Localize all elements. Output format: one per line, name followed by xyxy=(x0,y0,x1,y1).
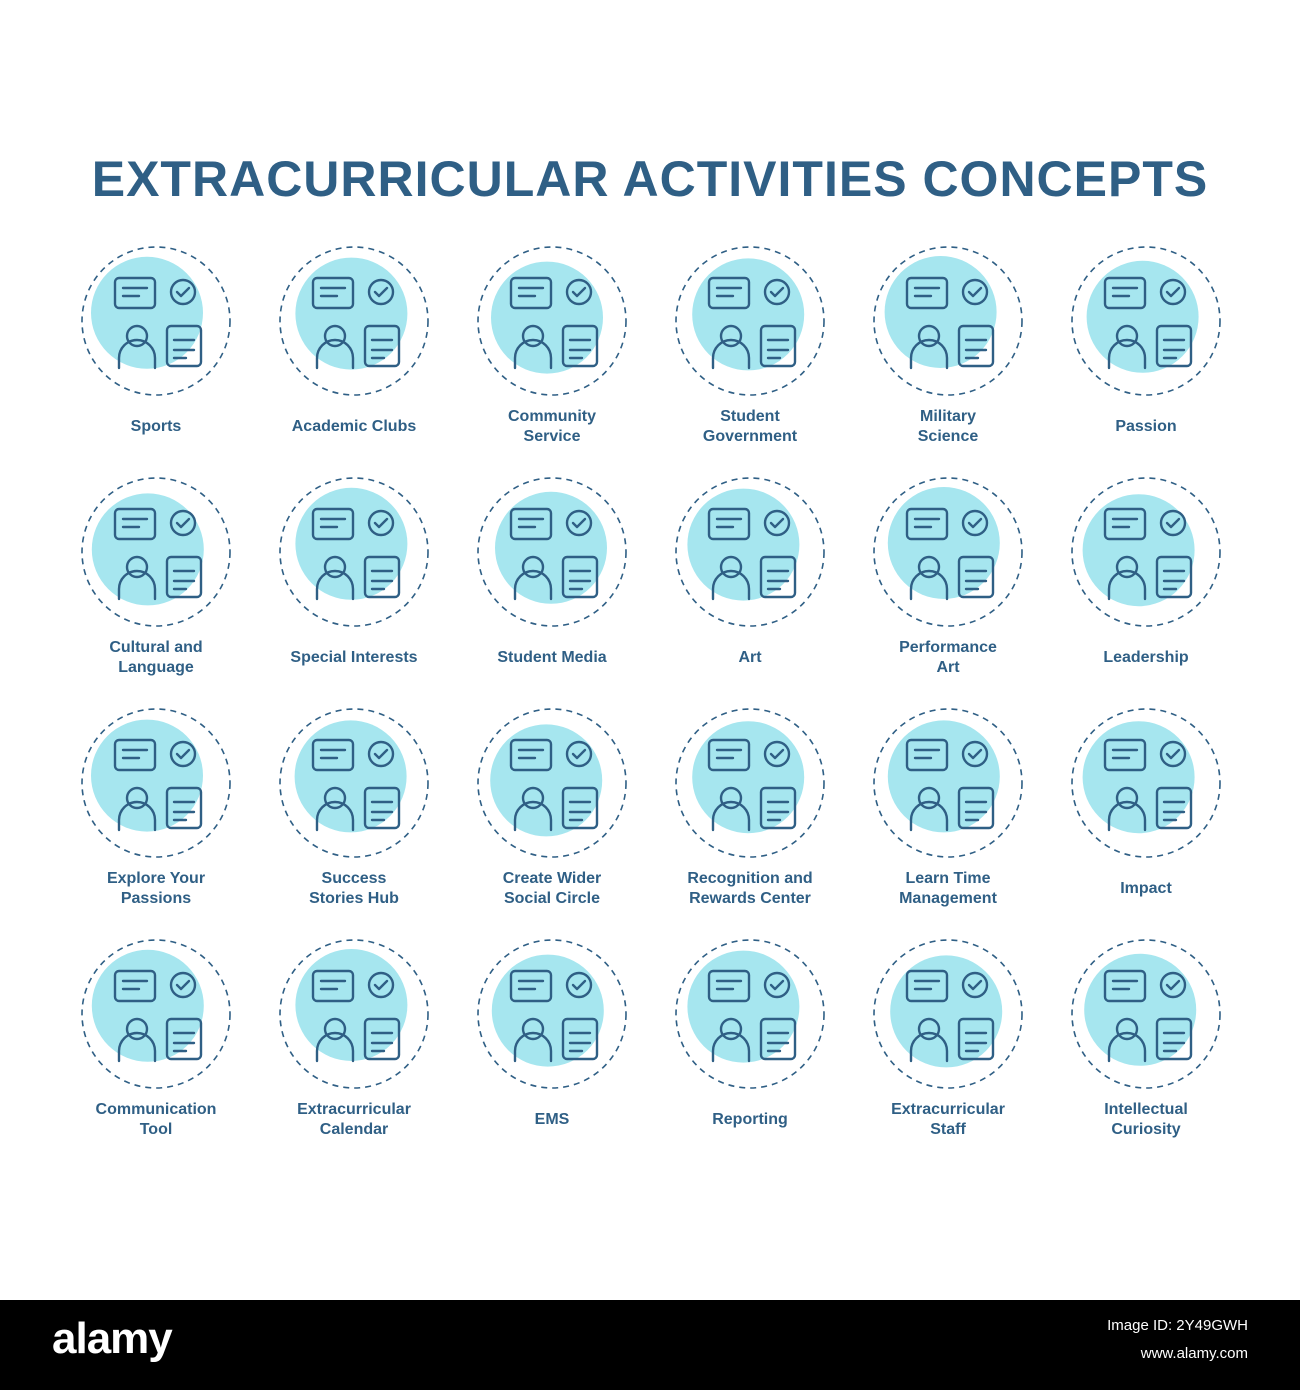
concept-item xyxy=(1047,931,1245,1162)
concept-label: Student Media xyxy=(497,649,607,666)
curiosity-icon xyxy=(1069,937,1223,1091)
concept-item xyxy=(651,931,849,1162)
art-icon xyxy=(673,475,827,629)
concept-label: Special Interests xyxy=(290,649,418,666)
concept-item xyxy=(255,931,453,1162)
concept-item xyxy=(453,700,651,931)
impact-icon xyxy=(1069,706,1223,860)
concept-item xyxy=(849,700,1047,931)
explore-passions-icon xyxy=(79,706,233,860)
communication-tool-icon xyxy=(79,937,233,1091)
concept-label: Create Wider Social Circle xyxy=(502,870,602,907)
concept-label: EMS xyxy=(534,1111,570,1128)
reporting-icon xyxy=(673,937,827,1091)
concept-item xyxy=(849,931,1047,1162)
calendar-icon xyxy=(277,937,431,1091)
performance-art-icon xyxy=(871,475,1025,629)
icon-grid xyxy=(57,238,1245,1158)
watermark-bar xyxy=(0,1300,1300,1390)
social-circle-icon xyxy=(475,706,629,860)
concept-label: Performance Art xyxy=(899,639,997,676)
concept-item xyxy=(1047,469,1245,700)
concept-item xyxy=(57,700,255,931)
concept-label: Impact xyxy=(1120,880,1172,897)
concept-label: Leadership xyxy=(1103,649,1189,666)
concept-item xyxy=(57,931,255,1162)
special-interests-icon xyxy=(277,475,431,629)
military-science-icon xyxy=(871,244,1025,398)
concept-item xyxy=(1047,238,1245,469)
passion-icon xyxy=(1069,244,1223,398)
concept-label: Military Science xyxy=(917,408,979,445)
cultural-language-icon xyxy=(79,475,233,629)
concept-label: Extracurricular Staff xyxy=(891,1101,1005,1138)
student-government-icon xyxy=(673,244,827,398)
concept-label: Cultural and Language xyxy=(109,639,203,676)
alamy-logo: alamy xyxy=(52,1314,172,1363)
concept-label: Explore Your Passions xyxy=(106,870,206,907)
ems-icon xyxy=(475,937,629,1091)
concept-item xyxy=(1047,700,1245,931)
site-url: www.alamy.com xyxy=(1140,1345,1248,1362)
concept-label: Art xyxy=(738,649,762,666)
concept-label: Intellectual Curiosity xyxy=(1104,1101,1188,1138)
success-stories-icon xyxy=(277,706,431,860)
concept-label: Student Government xyxy=(702,408,798,445)
time-management-icon xyxy=(871,706,1025,860)
staff-icon xyxy=(871,937,1025,1091)
watermark-meta xyxy=(1107,1312,1248,1368)
concept-label: Extracurricular Calendar xyxy=(297,1101,411,1138)
concept-label: Passion xyxy=(1115,418,1177,435)
concept-label: Reporting xyxy=(712,1111,788,1128)
concept-item xyxy=(255,700,453,931)
concept-item xyxy=(453,931,651,1162)
sports-icon xyxy=(79,244,233,398)
concept-item xyxy=(453,469,651,700)
academic-clubs-icon xyxy=(277,244,431,398)
image-id: Image ID: 2Y49GWH xyxy=(1107,1317,1248,1334)
concept-item xyxy=(651,238,849,469)
rewards-center-icon xyxy=(673,706,827,860)
student-media-icon xyxy=(475,475,629,629)
concept-item xyxy=(849,469,1047,700)
concept-label: Recognition and Rewards Center xyxy=(687,870,813,907)
concept-label: Academic Clubs xyxy=(291,418,417,435)
concept-item xyxy=(453,238,651,469)
concept-label: Sports xyxy=(130,418,182,435)
concept-label: Community Service xyxy=(508,408,596,445)
leadership-icon xyxy=(1069,475,1223,629)
concept-item xyxy=(651,700,849,931)
concept-item xyxy=(255,238,453,469)
concept-item xyxy=(849,238,1047,469)
concept-item xyxy=(255,469,453,700)
community-service-icon xyxy=(475,244,629,398)
page-title: EXTRACURRICULAR ACTIVITIES CONCEPTS xyxy=(91,151,1209,207)
concept-item xyxy=(651,469,849,700)
concept-label: Learn Time Management xyxy=(899,870,997,907)
concept-item xyxy=(57,469,255,700)
concept-label: Success Stories Hub xyxy=(309,870,399,907)
concept-label: Communication Tool xyxy=(95,1101,217,1138)
concept-item xyxy=(57,238,255,469)
